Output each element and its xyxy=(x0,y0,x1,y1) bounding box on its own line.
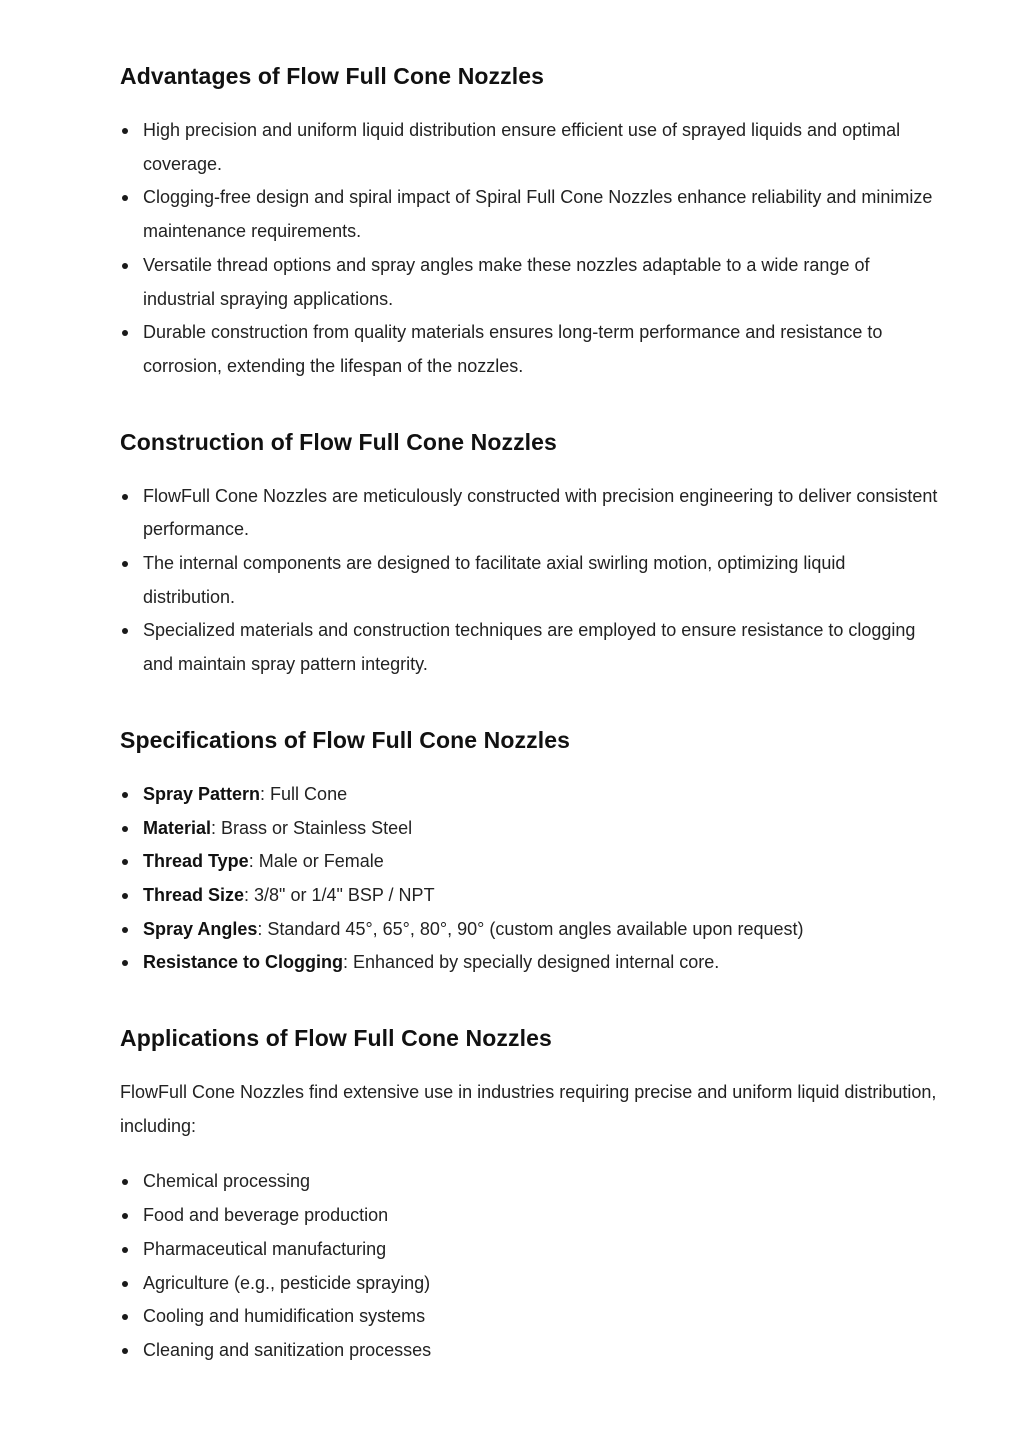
application-item: Food and beverage production xyxy=(120,1199,940,1233)
specifications-list xyxy=(120,778,940,980)
spec-value: : Standard 45°, 65°, 80°, 90° (custom angles available upon request) xyxy=(257,918,804,939)
construction-item: Specialized materials and construction techniques are employed to ensure resistance to clogging and maintain spray pattern integrity. xyxy=(120,614,940,681)
application-item: Chemical processing xyxy=(120,1165,940,1199)
application-item: Agriculture (e.g., pesticide spraying) xyxy=(120,1267,940,1301)
spec-label: Resistance to Clogging xyxy=(143,952,344,973)
application-item: Pharmaceutical manufacturing xyxy=(120,1233,940,1267)
construction-heading: Construction of Flow Full Cone Nozzles xyxy=(120,428,557,455)
spec-label: Thread Type xyxy=(143,851,249,872)
applications-intro: FlowFull Cone Nozzles find extensive use in industries requiring precise and uniform liquid distribution, including: xyxy=(120,1082,937,1136)
spec-label: Material xyxy=(143,817,212,838)
spec-item xyxy=(120,845,940,879)
application-item: Cleaning and sanitization processes xyxy=(120,1334,940,1368)
spec-value: : Brass or Stainless Steel xyxy=(211,817,413,838)
spec-value: : Male or Female xyxy=(248,851,384,872)
spec-item xyxy=(120,812,940,846)
applications-heading: Applications of Flow Full Cone Nozzles xyxy=(120,1025,552,1052)
spec-value: : Enhanced by specially designed internal core. xyxy=(343,952,720,973)
spec-label: Thread Size xyxy=(143,884,245,905)
applications-section xyxy=(120,1020,940,1368)
spec-value: : 3/8" or 1/4" BSP / NPT xyxy=(244,884,435,905)
advantages-section xyxy=(120,58,940,384)
construction-item: FlowFull Cone Nozzles are meticulously constructed with precision engineering to deliver consistent performance. xyxy=(120,480,940,547)
spec-label: Spray Angles xyxy=(143,918,258,939)
advantages-item: Clogging-free design and spiral impact of Spiral Full Cone Nozzles enhance reliability and minimize maintenance requirements. xyxy=(120,181,940,248)
construction-item: The internal components are designed to facilitate axial swirling motion, optimizing liquid distribution. xyxy=(120,547,940,614)
applications-list xyxy=(120,1165,940,1367)
advantages-list xyxy=(120,114,940,384)
advantages-item: High precision and uniform liquid distribution ensure efficient use of sprayed liquids and optimal coverage. xyxy=(120,114,940,181)
advantages-item: Durable construction from quality materials ensures long-term performance and resistance to corrosion, extending the lifespan of the nozzles. xyxy=(120,316,940,383)
spec-value: : Full Cone xyxy=(260,783,348,804)
application-item: Cooling and humidification systems xyxy=(120,1300,940,1334)
document-content xyxy=(120,58,940,1408)
advantages-heading: Advantages of Flow Full Cone Nozzles xyxy=(120,63,545,89)
spec-item xyxy=(120,778,940,812)
specifications-section xyxy=(120,722,940,980)
construction-list xyxy=(120,480,940,682)
spec-item xyxy=(120,913,940,947)
construction-section xyxy=(120,424,940,682)
advantages-item: Versatile thread options and spray angles make these nozzles adaptable to a wide range of industrial spraying applications. xyxy=(120,249,940,316)
spec-label: Spray Pattern xyxy=(143,783,261,804)
specifications-heading: Specifications of Flow Full Cone Nozzles xyxy=(120,726,570,753)
spec-item xyxy=(120,946,940,980)
spec-item xyxy=(120,879,940,913)
